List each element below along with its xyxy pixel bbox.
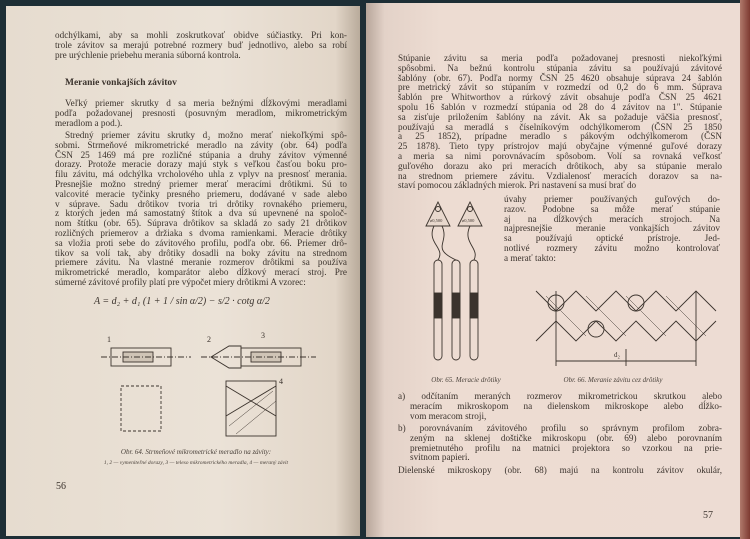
right-page <box>366 3 740 537</box>
text-line: v súprave. Sadu drôtikov tvoria tri drôtiky rovnakého priemeru, <box>55 198 347 209</box>
text-line: priemere závitu. Na vlastné meranie rozmerov drôtikmi sa používa <box>55 257 347 268</box>
text-line: z ktorých jeden má samostatný štítok a dva sú upevnené na spoloč- <box>55 208 347 219</box>
text-line: valcovité meracie tyčinky presného priemeru, dodávané v sade alebo <box>55 188 347 199</box>
paragraph <box>398 54 722 191</box>
text-line: meradlom a pod.). <box>55 117 123 128</box>
figure-64-legend: 1, 2 — vymeniteľné dorazy, 3 — teleso mikrometrického meradla, 4 — meraný závit <box>103 460 289 466</box>
text-line: notlivé rozmery závitu možno kontrolovať <box>504 242 720 253</box>
figure-65-caption: Obr. 65. Meracie drôtiky <box>431 376 501 384</box>
figure-label: 2 <box>207 335 211 344</box>
intro-paragraph <box>55 31 347 60</box>
page-number: 56 <box>56 481 66 492</box>
text-line: premietnutého profilu na matnici projektora so vzorkou na prie- <box>410 442 722 453</box>
text-line: na strednom priemere závitu. Vzdialenosť meracích dorazov sa na- <box>398 170 722 181</box>
text-line: Veľký priemer skrutky d sa meria bežnými dĺžkovými meradlami <box>65 98 347 108</box>
left-page <box>6 6 360 536</box>
text-line: ČSN 25 1469 má pre rozličné stúpania a druhy závitov výmenné <box>55 149 347 160</box>
text-line: aj na dĺžkových meracích strojoch. Na <box>504 213 720 224</box>
text-line: a 25 1852), prípadne meradlo s pákovým odchýlkomerom (ČSN <box>398 131 722 142</box>
figure-65-wires <box>416 198 501 368</box>
text-line: pre metrický závit so stúpaním v rozmedzí od 0,2 do 6 mm. Súprava <box>398 82 722 93</box>
text-line: šablón pre Whitworthov a rúrkový závit obsahuje podľa ČSN 25 4621 <box>398 92 722 103</box>
figure-66-caption: Obr. 66. Meranie závitu cez drôtiky <box>563 376 663 384</box>
section-heading: Meranie vonkajších závitov <box>65 78 177 88</box>
text-line: zeným na sklenej doštičke mikroskopu (obr. 69) alebo porovnaním <box>410 432 722 443</box>
text-line: vom meracom stroji, <box>410 410 487 421</box>
text-line: b) porovnávaním závitového profilu so správnym profilom zobra- <box>398 423 722 433</box>
text-line: nom štítku (obr. 65). Súprava drôtikov sa skladá zo sady 21 drôtikov <box>55 218 347 229</box>
text-line: najpresnejšie meranie vonkajších závitov <box>504 223 720 234</box>
text-line: tikov sa volí tak, aby drôtiky dosadli na boky závitu na strednom <box>55 247 347 258</box>
text-line: rozličných priemerov a držiaka s dvoma ramienkami. Meracie drôtiky <box>55 227 347 238</box>
page-number: 57 <box>703 510 713 521</box>
figure-label: 1 <box>107 335 111 344</box>
text-line: svitnom papieri. <box>410 452 470 463</box>
text-line: šablóny (obr. 67). Podľa normy ČSN 25 4620 obsahuje súprava 24 šablón <box>398 72 722 83</box>
text-line: Presnejšie možno stredný priemer merať meracími drôtikmi. Sú to <box>55 178 347 189</box>
text-line: trole závitov sa merajú potrebné rozmery buď jednotlivo, alebo sa robí <box>55 39 347 50</box>
text-line: spolu 16 šablón v rozmedzí stúpania od 28 do 4 závitov na 1". Stúpanie <box>398 101 722 112</box>
dimension-label: d₂ <box>614 351 620 359</box>
text-line: Stúpanie závitu sa meria podľa požadovanej presnosti niekoľkými <box>398 53 722 63</box>
paragraph <box>55 99 347 128</box>
figure-label: 3 <box>261 331 265 340</box>
text-line: a meria sa nimi porovnávacím spôsobom. Volí sa rovnaká veľkosť <box>398 150 722 161</box>
text-line: odchýlkami, aby sa mohli zoskrutkovať obidve súčiastky. Pri kon- <box>55 30 347 40</box>
text-line: filu závitu, má odchýlka vrcholového uhla z vplyv na presnosť merania. <box>55 169 347 180</box>
text-line: sa vložia proti sebe do závitového profilu, podľa obr. 66. Priemer drô- <box>55 237 347 248</box>
text-line: 25 1878). Tieto typy prístrojov majú obyčajne výmenné guľové dorazy <box>398 141 722 152</box>
book-edge <box>740 0 750 539</box>
text-line: dorazy. Protože meracie dorazy majú styk s veľkou časťou boku pro- <box>55 159 347 170</box>
text-line: a merať takto: <box>504 252 556 263</box>
text-line: staví pomocou základných mierok. Pri nastavení sa musí brať do <box>398 180 637 191</box>
text-line: používajú sa meradlá s číselníkovým odchýlkomerom (ČSN 25 1850 <box>398 121 722 132</box>
text-line: podľa požadovanej presnosti (posuvným meradlom, mikrometrickým <box>55 107 347 118</box>
paragraph-narrow <box>504 195 720 264</box>
text-line: súmerné závitové profily platí pre výpočet miery drôtikmi A vzorec: <box>55 276 306 287</box>
text-line: meracím mikroskopom na dielenskom mikroskope alebo dĺžko- <box>410 400 722 411</box>
figure-64-caption: Obr. 64. Strmeňové mikrometrické meradlo na závity: <box>120 448 272 456</box>
text-line: guľového dorazu ako pri meracích drôtikoch, aby sa stúpanie meralo <box>398 160 722 171</box>
text-line: razov. Podobne sa môže merať stúpanie <box>504 203 720 214</box>
formula: A = d₂ + d₁ (1 + 1 / sin α/2) − s/2 · cotg α/2 <box>94 296 270 307</box>
figure-64-micrometer <box>101 326 321 444</box>
text-line: sobmi. Strmeňové mikrometrické meradlo na závity (obr. 64) podľa <box>55 139 347 150</box>
text-line: mikrometrické meradlo, komparátor alebo dĺžkový merací stroj. Pre <box>55 267 347 278</box>
wire-tag-label: ø0,500 <box>430 218 443 223</box>
text-line: spôsobmi. Na bežnú kontrolu stúpania závitu sa používajú závitové <box>398 62 722 73</box>
paragraph <box>55 131 347 288</box>
text-line: úvahy priemer používaných guľových do- <box>504 194 720 204</box>
text-line: sa zisťuje priložením šablóny na závit. Ak sa požaduje väčšia presnosť, <box>398 111 722 122</box>
figure-66-thread-measurement <box>526 271 726 369</box>
list-item-b <box>398 424 722 463</box>
text-line: a) odčítaním meraných rozmerov mikrometrickou skrutkou alebo <box>398 391 722 401</box>
text-line: Dielenské mikroskopy (obr. 68) majú na kontrolu závitov okulár, <box>398 465 722 475</box>
text-line: sa používajú optické prístroje. Jed- <box>504 233 720 244</box>
text-line: Stredný priemer závitu skrutky d₂ možno merať niekoľkými spô- <box>65 130 347 140</box>
text-line: pre urýchlenie priebehu merania súborná kontrola. <box>55 49 241 60</box>
wire-tag-label: ø0,500 <box>462 218 475 223</box>
paragraph <box>398 466 722 476</box>
figure-label: 4 <box>279 377 283 386</box>
list-item-a <box>398 392 722 421</box>
